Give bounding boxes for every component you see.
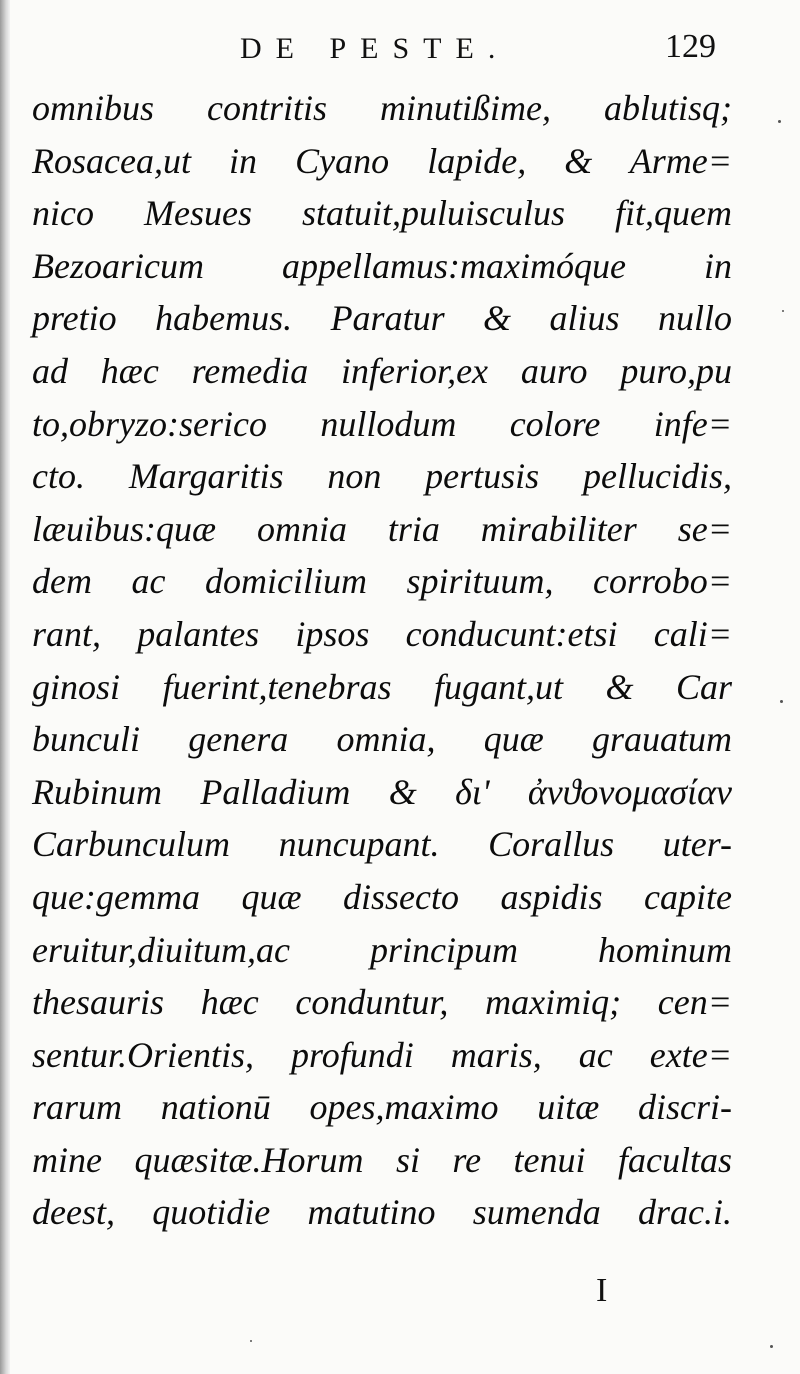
print-speck (770, 1345, 773, 1348)
text-line: dem ac domicilium spirituum, corrobo= (32, 561, 732, 602)
body-text (32, 82, 732, 1239)
text-line: Carbunculum nuncupant. Corallus uter- (32, 824, 732, 865)
print-speck (778, 120, 781, 123)
text-line: ginosi fuerint,tenebras fugant,ut & Car (32, 666, 732, 707)
text-line: ad hæc remedia inferior,ex auro puro,pu (32, 350, 732, 391)
page-number: 129 (665, 28, 716, 65)
print-speck (250, 1340, 252, 1342)
print-speck (782, 310, 784, 312)
text-line: Rosacea,ut in Cyano lapide, & Arme= (32, 140, 732, 181)
book-page (10, 0, 800, 1374)
text-line: Rubinum Palladium & δι' ἀνϑονομασίαν (32, 771, 732, 812)
text-line: eruitur,diuitum,ac principum hominum (32, 929, 732, 970)
signature-mark: I (596, 1272, 608, 1309)
text-line: deest, quotidie matutino sumenda drac.i. (32, 1192, 732, 1233)
text-line: rant, palantes ipsos conducunt:etsi cali= (32, 613, 732, 654)
text-line: omnibus contritis minutißime, ablutisq; (32, 88, 732, 128)
scan-edge-shadow (0, 0, 10, 1374)
text-line: bunculi genera omnia, quæ grauatum (32, 719, 732, 760)
text-line: Bezoaricum appellamus:maximóque in (32, 245, 732, 286)
text-line: cto. Margaritis non pertusis pellucidis, (32, 456, 732, 497)
page-header (10, 28, 800, 78)
text-line: mine quæsitæ.Horum si re tenui facultas (32, 1139, 732, 1180)
print-speck (780, 700, 783, 703)
text-line: rarum nationū opes,maximo uitæ discri- (32, 1087, 732, 1128)
text-line: que:gemma quæ dissecto aspidis capite (32, 876, 732, 917)
text-line: nico Mesues statuit,puluisculus fit,quem (32, 193, 732, 234)
running-title: DE PESTE. (240, 32, 510, 65)
text-line: to,obryzo:serico nullodum colore infe= (32, 403, 732, 444)
text-line: pretio habemus. Paratur & alius nullo (32, 298, 732, 339)
text-line: sentur.Orientis, profundi maris, ac exte= (32, 1034, 732, 1075)
text-line: læuibus:quæ omnia tria mirabiliter se= (32, 508, 732, 549)
text-line: thesauris hæc conduntur, maximiq; cen= (32, 982, 732, 1023)
